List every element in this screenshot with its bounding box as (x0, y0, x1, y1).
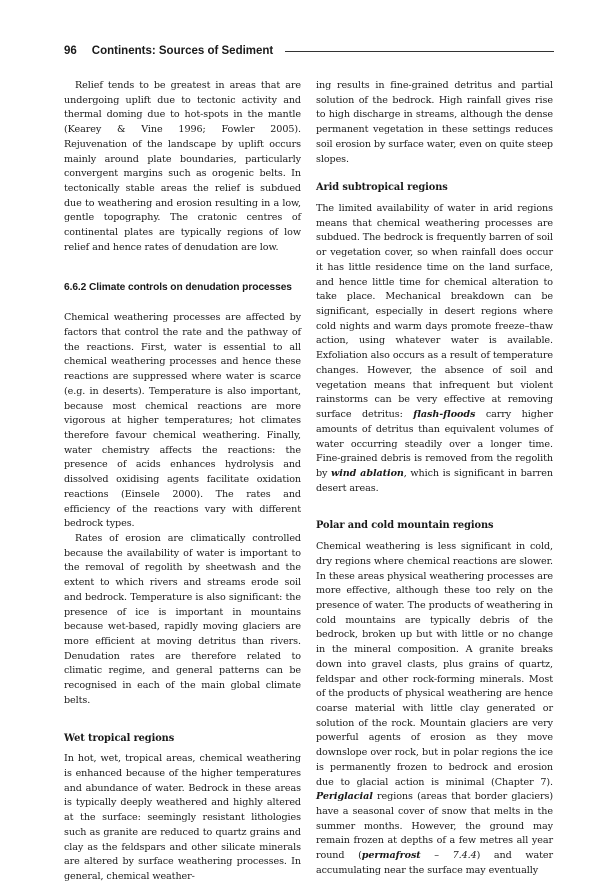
header-rule (285, 51, 554, 52)
text-run: regions (areas that border glaciers) have a seasonal cover of snow that melts in the summer months. However, the ground may remain frozen at depths of a few metres all year round ( (316, 791, 553, 862)
text-run: The limited availability of water in arid regions means that chemical weathering processes are subdued. The bedrock is frequently barren of soil or vegetation cover, so when rainfall does occur it has little residence time on the land surface, and hence little time for chemical alteration to take place. Mechanical breakdown can be significant, especially in desert regions where cold nights and warm days promote freeze–thaw action, using whatever water is available. Exfoliation also occurs as a result of temperature changes. However, the absence of soil and vegetation means that infrequent but violent rainstorms can be very effective at removing surface detritus: (316, 203, 554, 421)
page-number: 96 (64, 45, 77, 57)
paragraph: Chemical weathering processes are affected by factors that control the rate and the pathway of the reactions. First, water is essential to all chemical weathering processes and hence these reactions are suppressed where water is scarce (e.g. in deserts). Temperature is also important, because most chemical reactions are more vigorous at higher temperatures; hot climates therefore favour chemical weathering. Finally, water chemistry affects the reactions: the presence of acids enhances hydrolysis and dissolved oxidising agents facilitate oxidation reactions (Einsele 2000). The rates and efficiency of the reactions vary with different bedrock types. (64, 312, 301, 530)
paragraph (316, 202, 553, 496)
text-run: ) and water accumulating near the surface may eventually (316, 850, 554, 876)
key-term-flash-floods: flash-floods (413, 409, 476, 421)
subsection-heading-arid: Arid subtropical regions (316, 182, 448, 194)
text-run: Chemical weathering is less significant in cold, dry regions where chemical reactions are slower. In these areas physical weathering processes are more effective, although these too rely on the presence of water. The products of weathering in cold mountains are typically debris of the bedrock, broken up but with little or no change in the mineral composition. A granite breaks down into gravel clasts, plus grains of quartz, feldspar and other rock-forming minerals. Most of the products of physical weathering are hence coarse material with little clay generated or solution of the rock. Mountain glaciers are very powerful agents of erosion as they move downslope over rock, but in polar regions the ice is permanently frozen to bedrock and erosion due to glacial action is minimal (Chapter 7). (316, 541, 553, 788)
left-column (64, 79, 301, 885)
section-heading: 6.6.2 Climate controls on denudation processes (64, 281, 292, 293)
running-header (64, 42, 554, 60)
text-run: – (420, 850, 453, 862)
paragraph (316, 540, 553, 879)
key-term-wind-ablation: wind ablation (331, 467, 404, 479)
key-term-periglacial: Periglacial (316, 791, 373, 803)
paragraph: Rates of erosion are climatically controlled because the availability of water is important to the removal of regolith by sheetwash and the extent to which rivers and streams erode soil and bedrock. Temperature is also significant: the presence of ice is important in mountains because wet-based, rapidly moving glaciers are more efficient at moving detritus than rivers. Denudation rates are therefore related to climatic regime, and general patterns can be recognised in each of the main global climate belts. (64, 533, 301, 706)
subsection-heading-polar: Polar and cold mountain regions (316, 520, 494, 532)
text-run: carry higher amounts of detritus than equivalent volumes of water occurring steadily over a longer time. Fine-grained debris is removed from the regolith by (316, 409, 553, 479)
text-run: , which is significant in barren desert areas. (316, 467, 553, 494)
paragraph: In hot, wet, tropical areas, chemical weathering is enhanced because of the higher temperatures and abundance of water. Bedrock in these areas is typically deeply weathered and highly altered at the surface: seemingly resistant lithologies such as granite are reduced to quartz grains and clay as the feldspars and other silicate minerals are altered by surface weathering processes. In general, chemical weather- (64, 753, 301, 883)
running-title: Continents: Sources of Sediment (91, 45, 274, 57)
cross-reference: 7.4.4 (452, 850, 477, 862)
subsection-heading-wet-tropical: Wet tropical regions (64, 732, 175, 744)
paragraph: ing results in fine-grained detritus and partial solution of the bedrock. High rainfall gives rise to high discharge in streams, although the dense permanent vegetation in these settings reduces soil erosion by surface water, even on quite steep slopes. (316, 80, 553, 165)
right-column (316, 79, 553, 879)
paragraph: Relief tends to be greatest in areas that are undergoing uplift due to tectonic activity and thermal doming due to hot-spots in the mantle (Kearey & Vine 1996; Fowler 2005). Rejuvenation of the landscape by uplift occurs mainly around plate boundaries, particularly convergent margins such as orogenic belts. In tectonically stable areas the relief is subdued due to weathering and erosion resulting in a low, gentle topography. The cratonic centres of continental plates are typically regions of low relief and hence rates of denudation are low. (64, 80, 301, 253)
key-term-permafrost: permafrost (361, 850, 421, 862)
